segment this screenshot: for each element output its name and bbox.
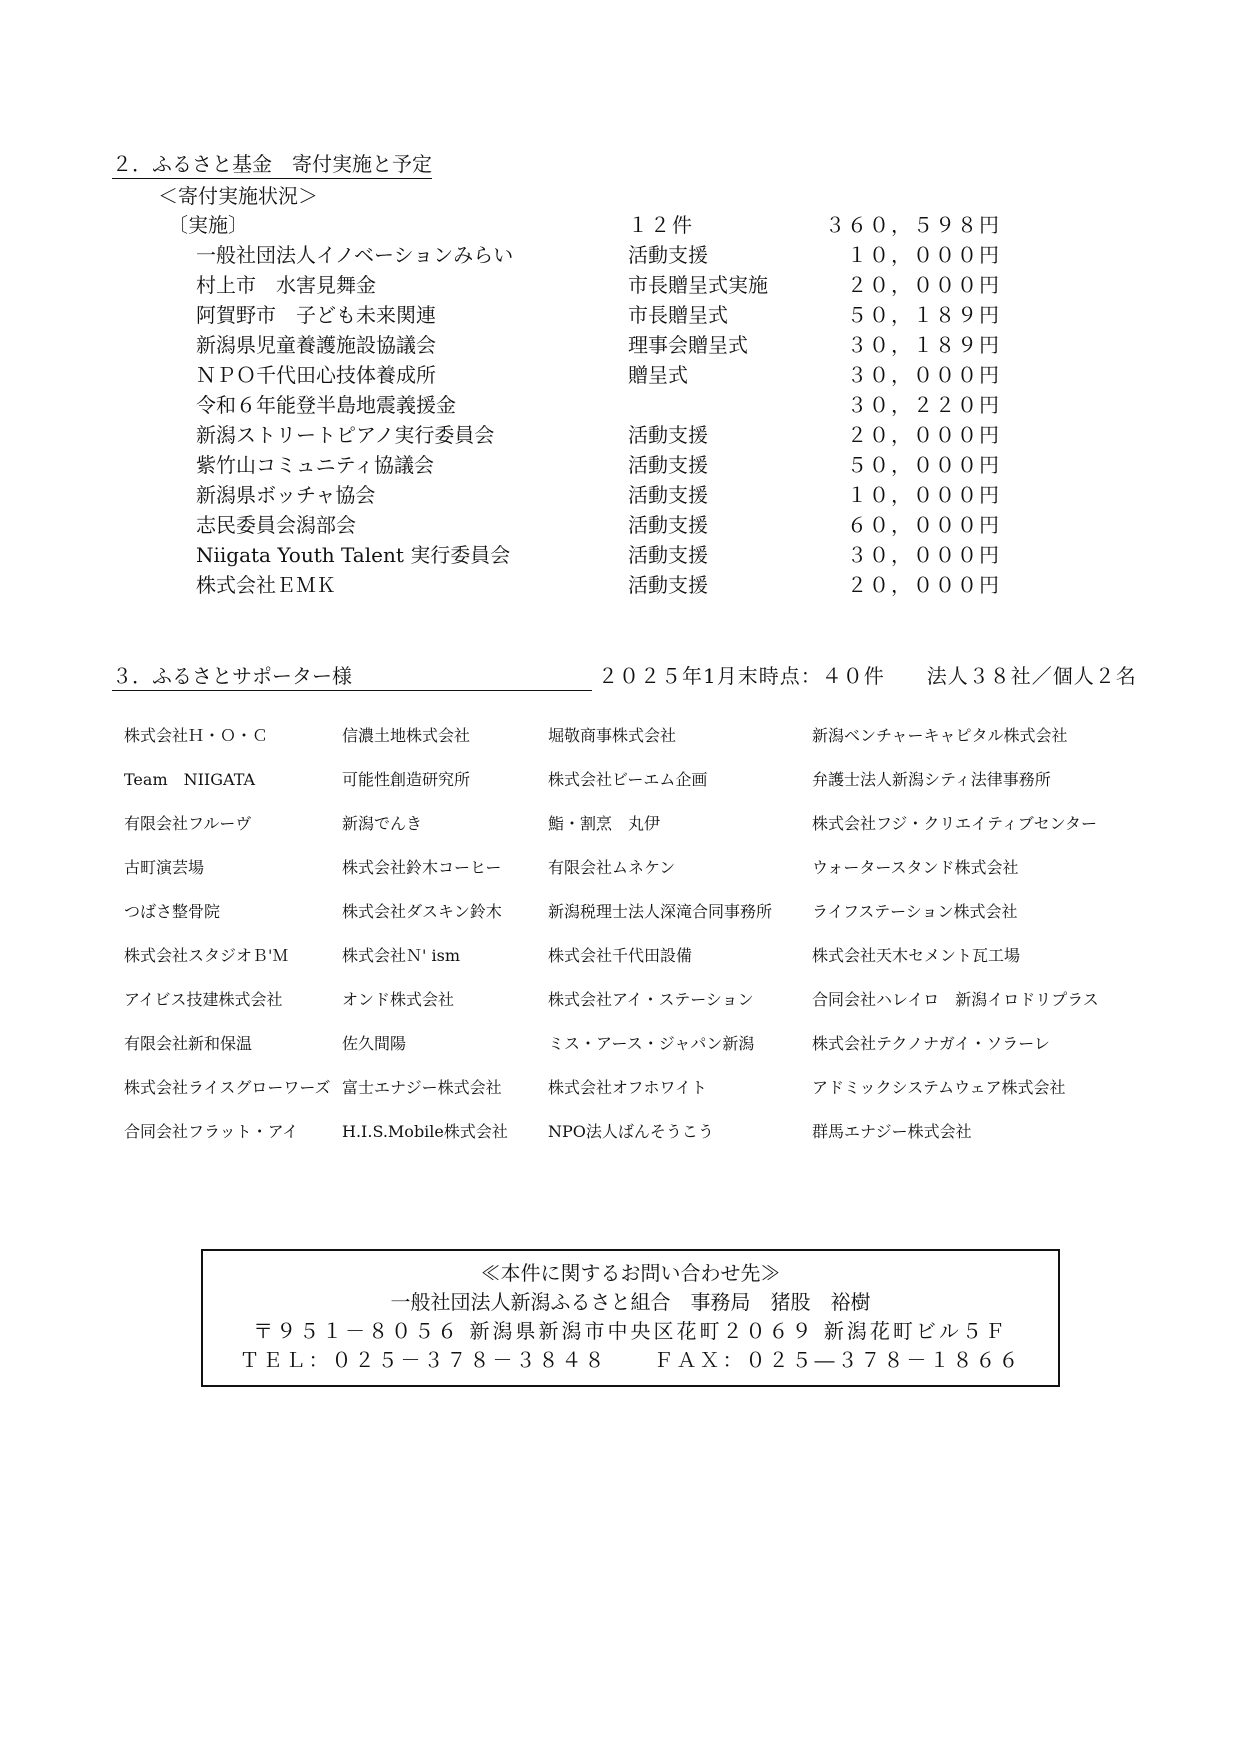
donation-note: 活動支援 [628,483,708,507]
supporter-name: 株式会社スタジオＢ'Ｍ [124,946,289,965]
supporter-name: 新潟ベンチャーキャピタル株式会社 [812,726,1068,745]
supporter-name: 可能性創造研究所 [342,770,471,789]
supporter-name: 株式会社Ｎ' ism [342,946,460,965]
supporter-name: 株式会社天木セメント瓦工場 [812,946,1021,965]
section2-heading: ２．ふるさと基金 寄付実施と予定 [112,152,432,179]
donation-note: 活動支援 [628,453,708,477]
supporter-name: 鮨・割烹 丸伊 [548,814,661,833]
donation-note: 活動支援 [628,243,708,267]
donation-note: 理事会贈呈式 [628,333,748,357]
supporter-name: 株式会社ライスグローワーズ [124,1078,331,1097]
donation-summary-row [0,210,1241,240]
donation-amount: ３０，０００円 [847,543,1001,567]
donation-note: 市長贈呈式実施 [628,273,768,297]
donation-name: 株式会社ＥＭＫ [196,573,336,597]
supporter-name: 株式会社アイ・ステーション [548,990,754,1009]
donation-note: 活動支援 [628,513,708,537]
donation-row [0,330,1241,360]
section2-subheading: ＜寄付実施状況＞ [158,184,318,208]
supporter-name: 株式会社ビーエム企画 [548,770,708,789]
supporter-name: 株式会社ダスキン鈴木 [342,902,502,921]
donation-note: 市長贈呈式 [628,303,728,327]
supporter-name: NPO法人ばんそうこう [548,1122,714,1141]
donation-name: 新潟県児童養護施設協議会 [196,333,436,357]
donation-row [0,270,1241,300]
donation-note: 活動支援 [628,573,708,597]
donation-name: Niigata Youth Talent 実行委員会 [196,543,511,567]
supporter-name: 群馬エナジー株式会社 [812,1122,972,1141]
donation-row [0,570,1241,600]
supporter-name: H.I.S.Mobile株式会社 [342,1122,508,1141]
supporter-name: 佐久間陽 [342,1034,407,1053]
supporter-name: 株式会社Ｈ・Ｏ・Ｃ [124,726,269,745]
supporter-name: オンド株式会社 [342,990,455,1009]
supporter-name: 古町演芸場 [124,858,205,877]
donation-name: 令和６年能登半島地震義援金 [196,393,456,417]
contact-box [201,1249,1060,1387]
supporter-name: 株式会社千代田設備 [548,946,693,965]
supporter-name: ライフステーション株式会社 [812,902,1018,921]
supporter-name: 株式会社オフホワイト [548,1078,708,1097]
summary-total: ３６０，５９８円 [825,213,1001,237]
donation-row [0,390,1241,420]
donation-amount: ５０，１８９円 [847,303,1001,327]
supporter-name: 有限会社フルーヴ [124,814,252,833]
donation-name: 新潟ストリートピアノ実行委員会 [196,423,495,447]
donation-amount: ６０，０００円 [847,513,1001,537]
donation-name: 阿賀野市 子ども未来関連 [196,303,436,327]
supporter-name: ウォータースタンド株式会社 [812,858,1019,877]
donation-row [0,510,1241,540]
donation-amount: ２０，０００円 [847,423,1001,447]
donation-name: 村上市 水害見舞金 [196,273,376,297]
supporter-name: 信濃土地株式会社 [342,726,471,745]
supporter-name: 合同会社フラット・アイ [124,1122,299,1141]
donation-name: 紫竹山コミュニティ協議会 [196,453,434,477]
donation-note: 活動支援 [628,543,708,567]
donation-note: 活動支援 [628,423,708,447]
donation-row [0,540,1241,570]
donation-amount: ３０，０００円 [847,363,1001,387]
donation-row [0,360,1241,390]
donation-name: ＮＰＯ千代田心技体養成所 [196,363,436,387]
supporter-name: つばさ整骨院 [124,902,221,921]
donation-amount: １０，０００円 [847,483,1001,507]
supporter-name: 弁護士法人新潟シティ法律事務所 [812,770,1051,789]
donation-amount: ２０，０００円 [847,573,1001,597]
supporter-name: アドミックシステムウェア株式会社 [812,1078,1066,1097]
contact-tel-fax: ＴＥＬ：０２５－３７８－３８４８ ＦＡＸ：０２５―３７８－１８６６ [239,1348,1022,1372]
supporter-name: 株式会社テクノナガイ・ソラーレ [812,1034,1050,1053]
donation-amount: ３０，２２０円 [847,393,1001,417]
supporter-name: 合同会社ハレイロ 新潟イロドリプラス [812,990,1099,1009]
donation-amount: １０，０００円 [847,243,1001,267]
supporter-name: ミス・アース・ジャパン新潟 [548,1034,755,1053]
contact-title: ≪本件に関するお問い合わせ先≫ [480,1261,781,1285]
donation-name: 一般社団法人イノベーションみらい [196,243,514,267]
supporter-name: 堀敬商事株式会社 [548,726,677,745]
donation-name: 新潟県ボッチャ協会 [196,483,376,507]
supporter-name: 新潟税理士法人深滝合同事務所 [548,902,773,921]
supporter-name: 株式会社フジ・クリエイティブセンター [812,814,1097,833]
donation-row [0,300,1241,330]
supporter-name: アイビス技建株式会社 [124,990,283,1009]
supporter-count-info: ２０２５年1月末時点：４０件 法人３８社／個人２名 [598,664,1137,688]
donation-name: 志民委員会潟部会 [196,513,356,537]
supporter-name: 株式会社鈴木コーヒー [342,858,502,877]
summary-label: 〔実施〕 [168,213,248,237]
donation-row [0,450,1241,480]
donation-row [0,480,1241,510]
summary-count: １２件 [628,213,694,237]
supporter-name: 新潟でんき [342,814,423,833]
supporter-name: 有限会社新和保温 [124,1034,253,1053]
contact-org: 一般社団法人新潟ふるさと組合 事務局 猪股 裕樹 [390,1290,871,1314]
supporter-name: 有限会社ムネケン [548,858,676,877]
supporter-name: 富士エナジー株式会社 [342,1078,502,1097]
contact-address: 〒９５１－８０５６ 新潟県新潟市中央区花町２０６９ 新潟花町ビル５Ｆ [253,1319,1008,1343]
donation-row [0,420,1241,450]
donation-amount: ５０，０００円 [847,453,1001,477]
supporter-name: Team NIIGATA [124,770,256,789]
donation-amount: ３０，１８９円 [847,333,1001,357]
donation-amount: ２０，０００円 [847,273,1001,297]
section3-heading: ３．ふるさとサポーター様 [112,664,592,691]
donation-note: 贈呈式 [628,363,688,387]
donation-row [0,240,1241,270]
